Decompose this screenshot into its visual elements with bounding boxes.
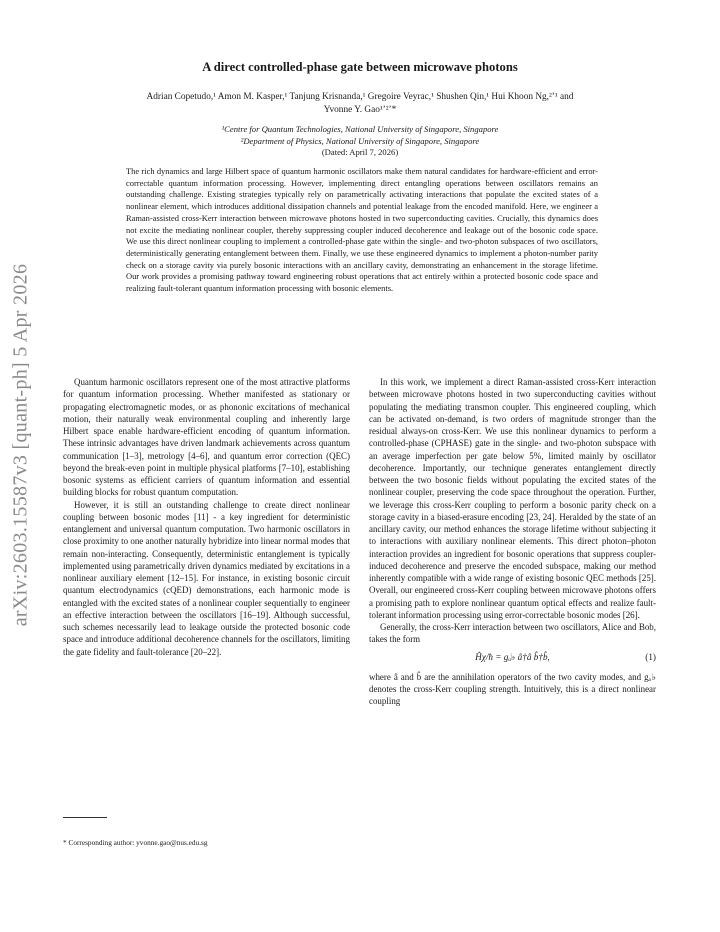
dated-line: (Dated: April 7, 2026)	[321, 147, 399, 157]
author-list: Adrian Copetudo,¹ Amon M. Kasper,¹ Tanjung Krisnanda,¹ Gregoire Veyrac,¹ Shushen Qin,¹ Hui Khoon Ng,²ʼ¹ and Yvonne Y. Gao¹ʼ²ʼ*	[146, 92, 574, 115]
body-paragraph: where â and b̂ are the annihilation operators of the two cavity modes, and gₐ♭ denotes the cross-Kerr coupling strength. Intuitively, this is a direct nonlinear coupling	[369, 671, 656, 706]
affiliation-2: ²Department of Physics, National University of Singapore, Singapore	[240, 136, 480, 146]
corresponding-author-footnote: * Corresponding author: yvonne.gao@nus.edu.sg	[63, 838, 208, 847]
arxiv-side-stamp	[6, 250, 36, 640]
abstract: The rich dynamics and large Hilbert space of quantum harmonic oscillators make them natural candidates for hardware-efficient and error-correctable quantum information processing. However, implementing direct entangling operations between oscillators remains an outstanding challenge. Existing strategies typically rely on parametrically activating interactions that populate the excited states of a nonlinear element, which introduces additional dissipation channels and potential leakage from the encoded manifold. Here, we engineer a Raman-assisted cross-Kerr interaction between microwave photons hosted in two superconducting cavities. Crucially, this dynamics does not excite the mediating nonlinear coupler, thereby suppressing coupler induced decoherence and leakage out of the bosonic code space. We use this direct nonlinear coupling to implement a controlled-phase gate within the single- and two-photon subspaces of two oscillators, deterministically generating entanglement between them. Finally, we use these engineered dynamics to implement a photon-number parity check on a storage cavity via purely bosonic interactions with an ancillary cavity, demonstrating an enhancement in the storage lifetime. Our work provides a promising pathway toward engineering robust operations that act entirely within a protected bosonic code space and realizing fault-tolerant quantum information processing with bosonic elements.	[126, 166, 598, 294]
body-paragraph: However, it is still an outstanding challenge to create direct nonlinear coupling between bosonic modes [11] - a key ingredient for deterministic entanglement and universal quantum computation. Two harmonic oscillators in close proximity to one another naturally hybridize into linear normal modes that remain non-interacting. Consequently, deterministic entanglement is typically implemented using parametrically driven dynamics mediated by excitations in a nonlinear auxiliary element [12–15]. For instance, in existing bosonic circuit quantum electrodynamics (cQED) demonstrations, each harmonic mode is entangled with the excited states of a nonlinear coupler sequentially to engineer an effective interaction between the oscillators [16–19]. Although successful, such schemes necessarily lead to leakage outside the protected bosonic code space and introduce additional decoherence channels for the oscillators, limiting the gate fidelity and fault-tolerance [20–22].	[63, 499, 350, 657]
body-paragraph: In this work, we implement a direct Raman-assisted cross-Kerr interaction between microwave photons hosted in two superconducting cavities without populating the mediating transmon coupler. This engineered coupling, which can be activated on-demand, is two orders of magnitude stronger than the residual always-on cross-Kerr. We use this nonlinear dynamics to perform a controlled-phase (CPHASE) gate in the single- and two-photon subspace with an average imperfection per gate below 5%, limited mainly by oscillator decoherence. Importantly, our technique generates entanglement directly between the two bosonic fields without populating the excited states of the nonlinear coupler, preserving the code space throughout the operation. Further, we leverage this cross-Kerr coupling to perform a bosonic parity check on a storage cavity in a biased-erasure encoding [23, 24]. Heralded by the state of an ancillary cavity, our method enhances the storage lifetime without subjecting it to interactions with auxiliary nonlinear elements. This direct photon–photon interaction provides an ingredient for bosonic operations that suppress coupler-induced decoherence and preserve the encoded subspace, making our method inherently compatible with a wide range of existing bosonic QEC methods [25]. Overall, our engineered cross-Kerr coupling between microwave photons offers a promising path to explore nonlinear quantum optical effects and realize fault-tolerant information processing using error-correctable bosonic modes [26].	[369, 377, 656, 620]
arxiv-identifier: arXiv:2603.15587v3 [quant-ph] 5 Apr 2026	[9, 263, 32, 627]
body-paragraph: Generally, the cross-Kerr interaction between two oscillators, Alice and Bob, takes the form	[369, 622, 656, 645]
right-column	[369, 376, 656, 707]
paper-title: A direct controlled-phase gate between microwave photons	[202, 60, 518, 74]
equation-number: (1)	[645, 652, 656, 663]
footnote-rule	[63, 817, 107, 818]
body-paragraph: Quantum harmonic oscillators represent one of the most attractive platforms for quantum information processing. Whether manifested as stationary or propagating electromagnetic modes, or as phononic excitations of mechanical motion, their naturally weak environmental coupling and inherently large Hilbert space enable hardware-efficient encoding of quantum information. These intrinsic advantages have driven landmark achievements across quantum communication [1–3], metrology [4–6], and quantum error correction (QEC) beyond the break-even point in multiple physical platforms [7–10], establishing bosonic systems as efficient carriers of quantum information and essential building blocks for robust quantum computation.	[63, 377, 350, 498]
equation-1	[369, 650, 656, 666]
affiliation-1: ¹Centre for Quantum Technologies, National University of Singapore, Singapore	[221, 124, 499, 134]
equation-body: Ĥχ/ħ = gₐ♭ â†â b̂†b̂,	[475, 652, 550, 663]
left-column	[63, 376, 350, 658]
